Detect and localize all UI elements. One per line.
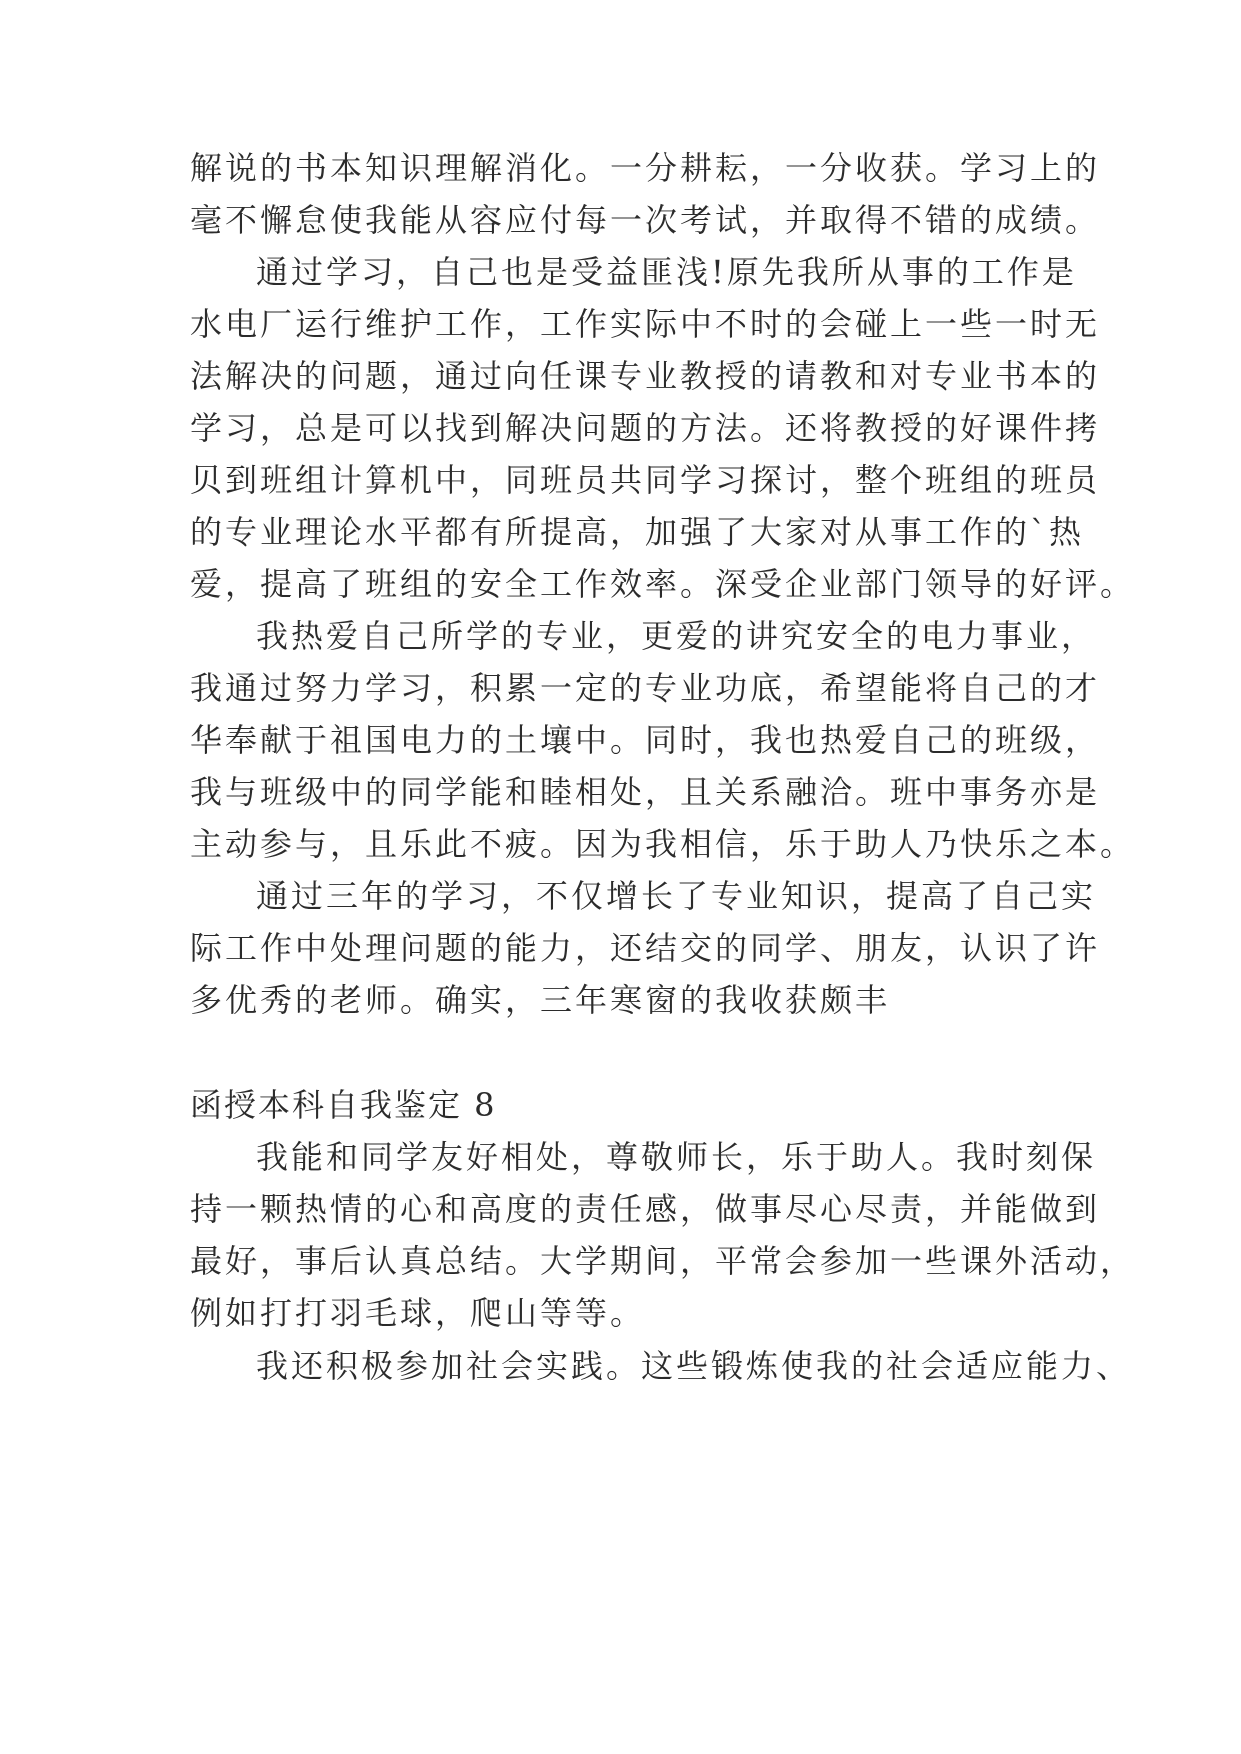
text-line-9: 爱，提高了班组的安全工作效率。深受企业部门领导的好评。 xyxy=(190,565,1136,603)
paragraph-start-line: 我还积极参加社会实践。这些锻炼使我的社会适应能力、 xyxy=(256,1347,1132,1385)
text-line-1: 解说的书本知识理解消化。一分耕耘，一分收获。学习上的 xyxy=(190,149,1101,187)
text-line-8: 的专业理论水平都有所提高，加强了大家对从事工作的`热 xyxy=(190,513,1085,551)
paragraph-start-line: 我能和同学友好相处，尊敬师长，乐于助人。我时刻保 xyxy=(256,1138,1097,1176)
text-line-13: 我与班级中的同学能和睦相处，且关系融洽。班中事务亦是 xyxy=(190,773,1101,811)
text-line-16: 际工作中处理问题的能力，还结交的同学、朋友，认识了许 xyxy=(190,929,1101,967)
paragraph-start-line: 通过三年的学习，不仅增长了专业知识，提高了自己实 xyxy=(256,877,1097,915)
paragraph-start-line: 我热爱自己所学的专业，更爱的讲究安全的电力事业， xyxy=(256,617,1097,655)
text-line-21: 最好，事后认真总结。大学期间，平常会参加一些课外活动， xyxy=(190,1242,1136,1280)
text-line-4: 水电厂运行维护工作，工作实际中不时的会碰上一些一时无 xyxy=(190,305,1101,343)
text-line-6: 学习，总是可以找到解决问题的方法。还将教授的好课件拷 xyxy=(190,409,1101,447)
paragraph-start-line: 通过学习，自己也是受益匪浅!原先我所从事的工作是 xyxy=(256,253,1077,291)
section-heading: 函授本科自我鉴定 8 xyxy=(190,1086,497,1124)
text-line-12: 华奉献于祖国电力的土壤中。同时，我也热爱自己的班级， xyxy=(190,721,1101,759)
text-line-2: 毫不懈怠使我能从容应付每一次考试，并取得不错的成绩。 xyxy=(190,201,1101,239)
text-line-22: 例如打打羽毛球，爬山等等。 xyxy=(190,1294,646,1332)
text-line-20: 持一颗热情的心和高度的责任感，做事尽心尽责，并能做到 xyxy=(190,1190,1101,1228)
text-line-14: 主动参与，且乐此不疲。因为我相信，乐于助人乃快乐之本。 xyxy=(190,825,1136,863)
text-line-17: 多优秀的老师。确实，三年寒窗的我收获颇丰 xyxy=(190,981,891,1019)
text-line-11: 我通过努力学习，积累一定的专业功底，希望能将自己的才 xyxy=(190,669,1101,707)
text-line-7: 贝到班组计算机中，同班员共同学习探讨，整个班组的班员 xyxy=(190,461,1101,499)
text-line-5: 法解决的问题，通过向任课专业教授的请教和对专业书本的 xyxy=(190,357,1101,395)
